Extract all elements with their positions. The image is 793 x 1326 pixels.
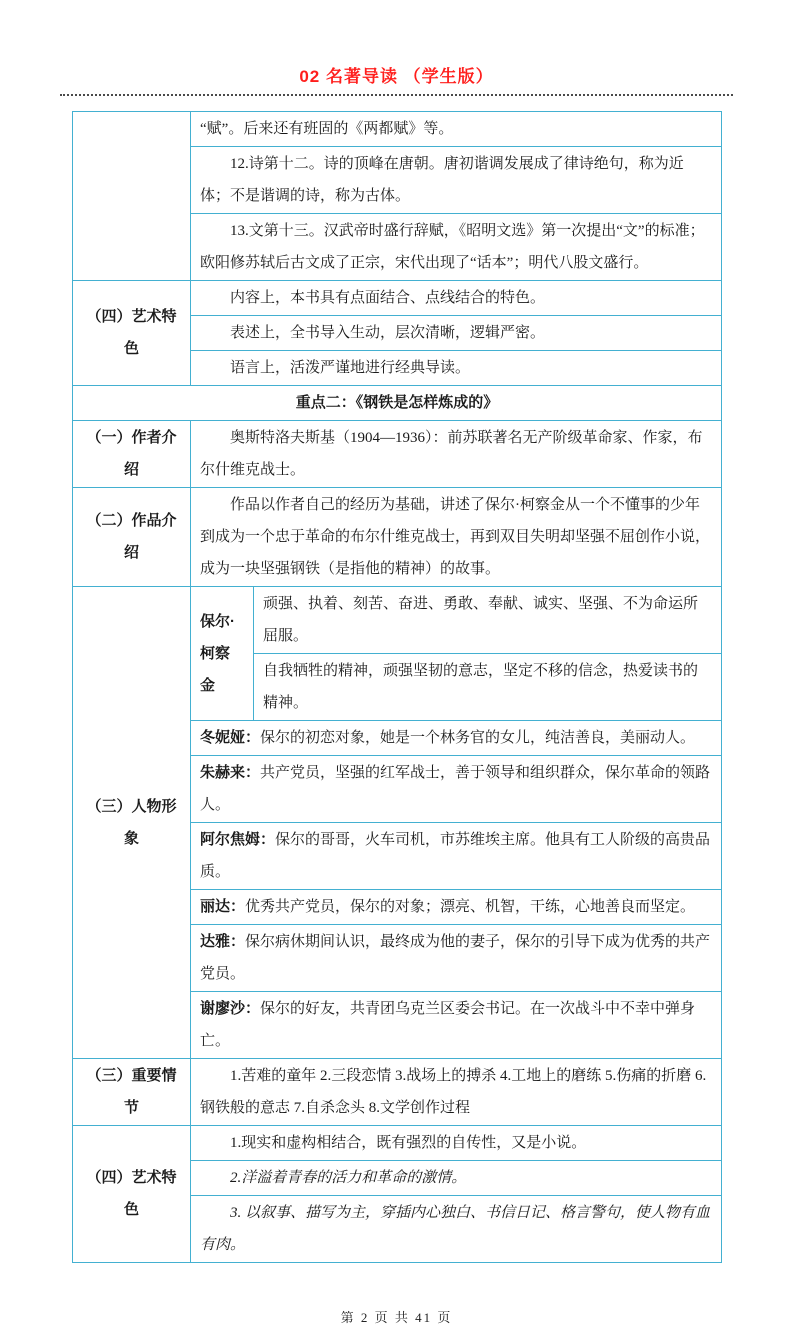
table-row-plot [73, 1059, 722, 1126]
character-desc: 优秀共产党员，保尔的对象；漂亮、机智，干练，心地善良而坚定。 [245, 899, 696, 915]
paragraph-cell: 自我牺牲的精神，顽强坚韧的意志，坚定不移的信念，热爱读书的精神。 [254, 654, 722, 721]
section-label-work: （二）作品介绍 [73, 488, 191, 587]
paragraph-cell: 语言上，活泼严谨地进行经典导读。 [191, 351, 722, 386]
character-cell [191, 823, 722, 890]
header-divider-line [60, 94, 733, 96]
section-label-art1: （四）艺术特色 [73, 281, 191, 386]
paragraph-cell: 奥斯特洛夫斯基（1904—1936）：前苏联著名无产阶级革命家、作家，布尔什维克战士。 [191, 421, 722, 488]
paragraph-cell: 内容上，本书具有点面结合、点线结合的特色。 [191, 281, 722, 316]
page-number: 第 2 页 共 41 页 [340, 1310, 453, 1325]
section-label-art2: （四）艺术特色 [73, 1126, 191, 1263]
study-guide-table [72, 111, 722, 1263]
continued-section-label-empty [73, 112, 191, 281]
paragraph-cell: 顽强、执着、刻苦、奋进、勇敢、奉献、诚实、坚强、不为命运所屈服。 [254, 587, 722, 654]
character-cell [191, 992, 722, 1059]
paragraph-cell: 3. 以叙事、描写为主，穿插内心独白、书信日记、格言警句，使人物有血有肉。 [191, 1196, 722, 1263]
character-name-paul-line1: 保尔· [200, 612, 235, 630]
character-cell [191, 721, 722, 756]
paragraph-cell: “赋”。后来还有班固的《两都赋》等。 [191, 112, 722, 147]
table-row-art2-1 [73, 1126, 722, 1161]
paragraph-cell: 1.现实和虚构相结合，既有强烈的自传性，又是小说。 [191, 1126, 722, 1161]
paragraph-cell: 2.洋溢着青春的活力和革命的激情。 [191, 1161, 722, 1196]
character-desc: 保尔病休期间认识，最终成为他的妻子，保尔的引导下成为优秀的共产党员。 [200, 934, 711, 982]
character-name: 谢廖沙： [200, 1000, 261, 1017]
paragraph-cell: 1.苦难的童年 2.三段恋情 3.战场上的搏杀 4.工地上的磨练 5.伤痛的折磨 6.钢铁般的意志 7.自杀念头 8.文学创作过程 [191, 1059, 722, 1126]
section-label-plot: （三）重要情节 [73, 1059, 191, 1126]
table-row-work [73, 488, 722, 587]
section-label-author: （一）作者介绍 [73, 421, 191, 488]
character-desc: 保尔的哥哥，火车司机，市苏维埃主席。他具有工人阶级的高贵品质。 [200, 832, 711, 880]
table-row-paul-traits-1 [73, 587, 722, 654]
paragraph-cell: 表述上，全书导入生动，层次清晰，逻辑严密。 [191, 316, 722, 351]
character-desc: 共产党员，坚强的红军战士，善于领导和组织群众，保尔革命的领路人。 [200, 765, 711, 813]
character-name-paul [191, 587, 254, 721]
character-cell [191, 890, 722, 925]
table-row-author [73, 421, 722, 488]
table-row-section-header [73, 386, 722, 421]
page-title: 02 名著导读 （学生版） [299, 67, 494, 86]
section-header-key-point-2: 重点二：《钢铁是怎样炼成的》 [73, 386, 722, 421]
character-name-paul-line2: 柯察金 [200, 644, 231, 694]
character-name: 冬妮娅： [200, 729, 261, 746]
table-row-art1-1 [73, 281, 722, 316]
character-cell [191, 756, 722, 823]
character-name: 达雅： [200, 933, 246, 950]
table-row-continuation-1 [73, 112, 722, 147]
character-desc: 保尔的初恋对象，她是一个林务官的女儿，纯洁善良，美丽动人。 [260, 730, 696, 746]
paragraph-cell: 13.文第十三。汉武帝时盛行辞赋，《昭明文选》第一次提出“文”的标准；欧阳修苏轼后古文成了正宗，宋代出现了“话本”；明代八股文盛行。 [191, 214, 722, 281]
character-desc: 保尔的好友，共青团乌克兰区委会书记。在一次战斗中不幸中弹身亡。 [200, 1001, 696, 1049]
character-name: 阿尔焦姆： [200, 831, 276, 848]
paragraph-cell: 作品以作者自己的经历为基础，讲述了保尔·柯察金从一个不懂事的少年到成为一个忠于革命的布尔什维克战士，再到双目失明却坚强不屈创作小说，成为一块坚强钢铁（是指他的精神）的故事。 [191, 488, 722, 587]
paragraph-cell: 12.诗第十二。诗的顶峰在唐朝。唐初谐调发展成了律诗绝句，称为近体；不是谐调的诗，称为古体。 [191, 147, 722, 214]
character-name: 朱赫来： [200, 764, 261, 781]
section-label-characters: （三）人物形象 [73, 587, 191, 1059]
character-cell [191, 925, 722, 992]
character-name: 丽达： [200, 898, 246, 915]
